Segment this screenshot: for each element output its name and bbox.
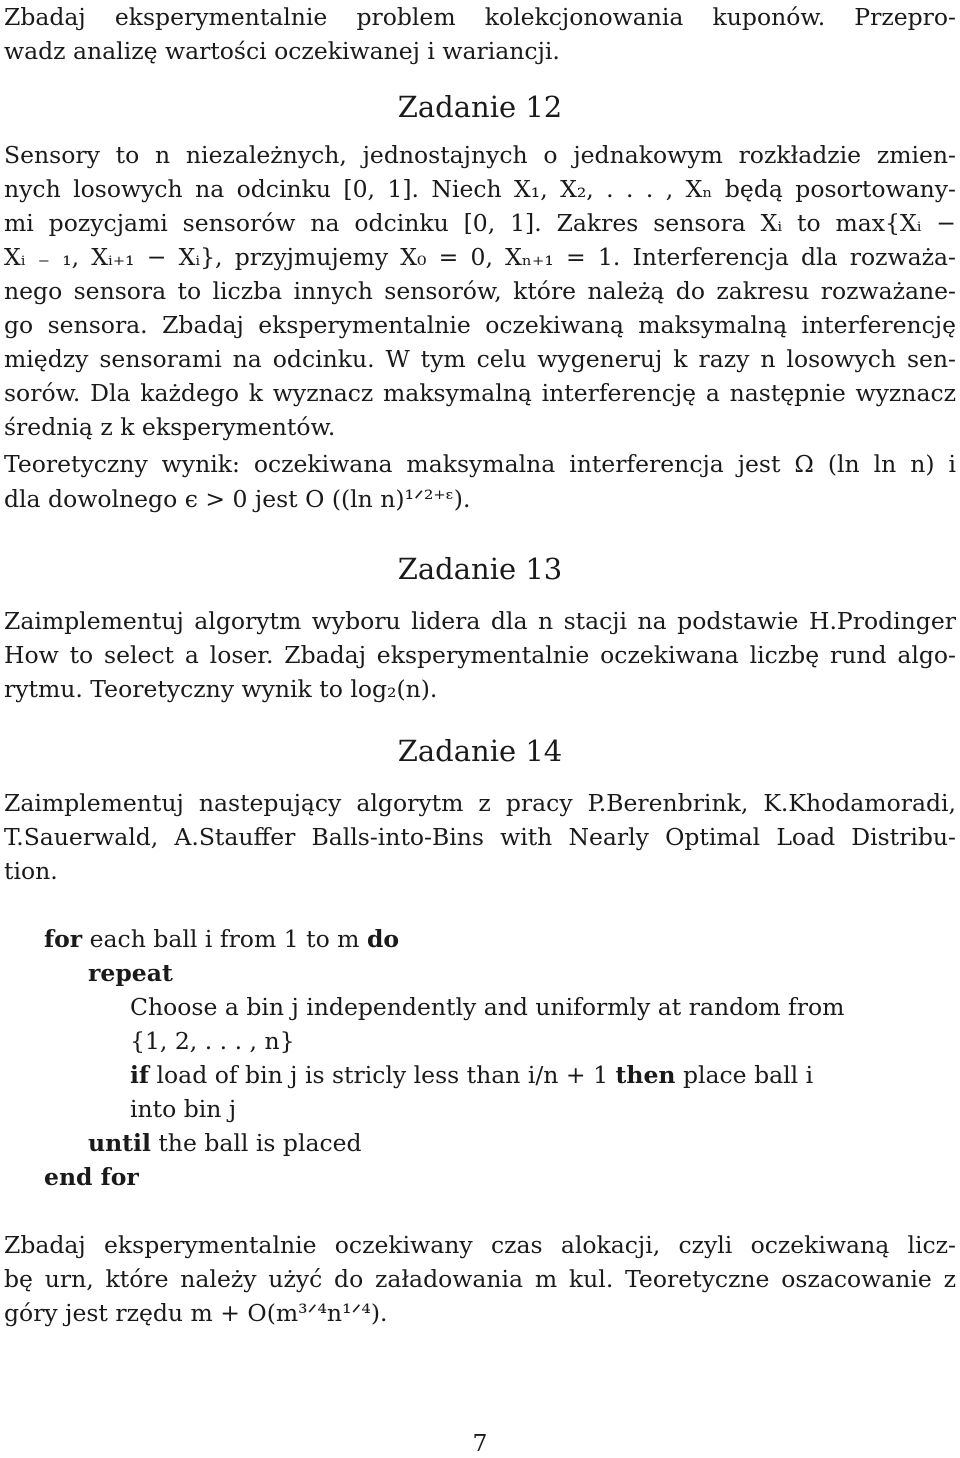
algo-line-until — [88, 1126, 362, 1160]
paragraph-line: średnią z k eksperymentów. — [4, 413, 336, 441]
algo-text: place ball i — [675, 1061, 814, 1089]
paragraph-line: Sensory to n niezależnych, jednostajnych o jednakowym rozkładzie zmien- — [4, 141, 956, 169]
algo-line-choose: Choose a bin j independently and uniformly at random from — [130, 993, 845, 1021]
keyword-repeat: repeat — [88, 959, 173, 987]
algo-line-set: {1, 2, . . . , n} — [130, 1027, 295, 1055]
paragraph-line: How to select a loser. Zbadaj eksperymentalnie oczekiwana liczbę rund algo- — [4, 641, 956, 669]
paragraph-line: nego sensora to liczba innych sensorów, które należą do zakresu rozważane- — [4, 277, 956, 305]
paragraph-line: rytmu. Teoretyczny wynik to log₂(n). — [4, 675, 438, 703]
section-title-12: Zadanie 12 — [397, 90, 563, 124]
paragraph-line: go sensora. Zbadaj eksperymentalnie oczekiwaną maksymalną interferencję — [4, 311, 956, 339]
keyword-if: if — [130, 1061, 150, 1089]
algo-line-into: into bin j — [130, 1095, 237, 1123]
paragraph-line: Zbadaj eksperymentalnie oczekiwany czas alokacji, czyli oczekiwaną licz- — [4, 1231, 956, 1259]
paragraph-line: T.Sauerwald, A.Stauffer Balls-into-Bins with Nearly Optimal Load Distribu- — [4, 823, 956, 851]
section-title-14: Zadanie 14 — [397, 734, 563, 768]
keyword-do: do — [366, 925, 400, 953]
paragraph-line: Zaimplementuj nastepujący algorytm z pracy P.Berenbrink, K.Khodamoradi, — [4, 789, 956, 817]
paragraph-line: nych losowych na odcinku [0, 1]. Niech X₁, X₂, . . . , Xₙ będą posortowany- — [4, 175, 956, 203]
keyword-then: then — [615, 1061, 676, 1089]
paragraph-line: bę urn, które należy użyć do załadowania m kul. Teoretyczne oszacowanie z — [4, 1265, 956, 1293]
paragraph-line: góry jest rzędu m + O(m³ᐟ⁴n¹ᐟ⁴). — [4, 1299, 388, 1327]
paragraph-line: między sensorami na odcinku. W tym celu wygeneruj k razy n losowych sen- — [4, 345, 956, 373]
algo-line-for — [44, 922, 399, 956]
paragraph-line: Zaimplementuj algorytm wyboru lidera dla n stacji na podstawie H.Prodinger — [4, 607, 956, 635]
keyword-for: for — [44, 925, 83, 953]
page-number: 7 — [472, 1429, 488, 1457]
paragraph-line: tion. — [4, 857, 58, 885]
algo-line-if — [130, 1058, 813, 1092]
algo-line-endfor — [44, 1160, 139, 1194]
algo-text: the ball is placed — [150, 1129, 362, 1157]
algo-text: load of bin j is stricly less than i/n + 1 — [149, 1061, 616, 1089]
paragraph-line: mi pozycjami sensorów na odcinku [0, 1]. Zakres sensora Xᵢ to max{Xᵢ − — [4, 209, 956, 237]
keyword-end-for: end for — [44, 1163, 139, 1191]
algo-text: each ball i from 1 to m — [82, 925, 367, 953]
paragraph-line: Teoretyczny wynik: oczekiwana maksymalna interferencja jest Ω (ln ln n) i — [4, 450, 956, 478]
intro-line-2: wadz analizę wartości oczekiwanej i wariancji. — [4, 37, 560, 65]
algo-line-repeat — [88, 956, 173, 990]
keyword-until: until — [88, 1129, 151, 1157]
paragraph-line: sorów. Dla każdego k wyznacz maksymalną interferencję a następnie wyznacz — [4, 379, 956, 407]
intro-line-1: Zbadaj eksperymentalnie problem kolekcjonowania kuponów. Przepro- — [4, 3, 956, 31]
paragraph-line: Xᵢ ₋ ₁, Xᵢ₊₁ − Xᵢ}, przyjmujemy X₀ = 0, Xₙ₊₁ = 1. Interferencja dla rozważa- — [4, 243, 956, 271]
paragraph-line: dla dowolnego ϵ > 0 jest O ((ln n)¹ᐟ²⁺ᵋ). — [4, 485, 471, 513]
section-title-13: Zadanie 13 — [397, 552, 563, 586]
